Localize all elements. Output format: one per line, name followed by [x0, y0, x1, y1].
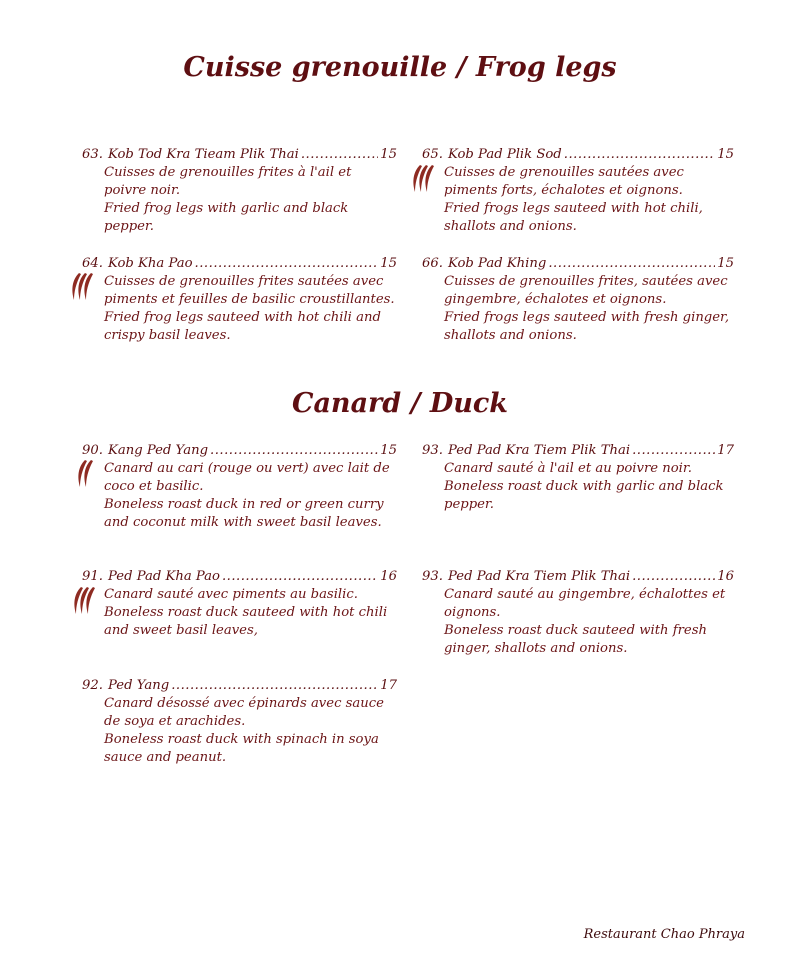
item-number: 66.	[422, 256, 443, 271]
item-name: Ped Pad Kra Tiem Plik Thai	[447, 569, 631, 584]
item-name: Kob Pad Plik Sod	[447, 147, 562, 162]
item-number: 63.	[82, 147, 103, 162]
item-name: Kob Pad Khing	[447, 256, 547, 271]
footer-restaurant-name: Restaurant Chao Phraya	[583, 927, 745, 942]
leader-dots	[548, 255, 715, 273]
leader-dots	[210, 442, 378, 460]
item-description-fr: Cuisses de grenouilles frites, sautées avec gingembre, échalotes et oignons.	[444, 274, 728, 307]
item-price: 15	[380, 256, 397, 271]
menu-item-64	[82, 255, 397, 345]
item-name: Ped Yang	[107, 678, 170, 693]
item-description-en: Boneless roast duck sauteed with hot chili and sweet basil leaves,	[104, 605, 388, 638]
item-number: 65.	[422, 147, 443, 162]
item-description-fr: Canard sauté avec piments au basilic.	[104, 587, 358, 602]
leader-dots	[632, 442, 715, 460]
leader-dots	[564, 146, 715, 164]
item-description-en: Boneless roast duck with spinach in soya sauce and peanut.	[104, 732, 379, 765]
item-description-fr: Cuisses de grenouilles frites sautées avec piments et feuilles de basilic croustillantes.	[104, 274, 395, 307]
item-description-en: Boneless roast duck with garlic and black pepper.	[444, 479, 724, 512]
item-number: 92.	[82, 678, 103, 693]
item-name: Kob Tod Kra Tieam Plik Thai	[107, 147, 299, 162]
item-description-fr: Cuisses de grenouilles frites à l'ail et poivre noir.	[104, 165, 352, 198]
menu-item-92	[82, 677, 397, 767]
menu-item-65	[422, 146, 734, 236]
item-number: 64.	[82, 256, 103, 271]
section-title-frog-legs: Cuisse grenouille / Frog legs	[183, 52, 617, 83]
item-name: Ped Pad Kra Tiem Plik Thai	[447, 443, 631, 458]
item-price: 17	[380, 678, 397, 693]
item-name: Ped Pad Kha Pao	[107, 569, 220, 584]
item-description-en: Fried frogs legs sauteed with fresh ginger, shallots and onions.	[444, 310, 730, 343]
item-description-fr: Cuisses de grenouilles sautées avec piments forts, échalotes et oignons.	[444, 165, 684, 198]
item-description-en: Fried frogs legs sauteed with hot chili, shallots and onions.	[444, 201, 703, 234]
section-title-duck: Canard / Duck	[291, 388, 509, 419]
item-price: 15	[380, 443, 397, 458]
menu-item-93-ginger	[422, 568, 734, 658]
item-description-en: Boneless roast duck in red or green curry and coconut milk with sweet basil leaves.	[104, 497, 384, 530]
item-name: Kob Kha Pao	[107, 256, 193, 271]
item-description-en: Boneless roast duck sauteed with fresh ginger, shallots and onions.	[444, 623, 707, 656]
item-price: 15	[717, 147, 734, 162]
item-description-fr: Canard désossé avec épinards avec sauce de soya et arachides.	[104, 696, 384, 729]
leader-dots	[301, 146, 378, 164]
item-description-fr: Canard au cari (rouge ou vert) avec lait de coco et basilic.	[104, 461, 390, 494]
item-price: 16	[380, 569, 397, 584]
leader-dots	[632, 568, 715, 586]
item-number: 90.	[82, 443, 103, 458]
menu-item-91	[82, 568, 397, 640]
item-description-fr: Canard sauté au gingembre, échalottes et oignons.	[444, 587, 726, 620]
item-description-fr: Canard sauté à l'ail et au poivre noir.	[444, 461, 692, 476]
item-description-en: Fried frog legs sauteed with hot chili and crispy basil leaves.	[104, 310, 381, 343]
item-number: 93.	[422, 569, 443, 584]
menu-item-63	[82, 146, 397, 236]
item-number: 91.	[82, 569, 103, 584]
item-description-en: Fried frog legs with garlic and black pepper.	[104, 201, 349, 234]
item-price: 16	[717, 569, 734, 584]
leader-dots	[222, 568, 378, 586]
leader-dots	[171, 677, 378, 695]
item-price: 15	[717, 256, 734, 271]
item-price: 15	[380, 147, 397, 162]
leader-dots	[195, 255, 379, 273]
menu-item-93	[422, 442, 734, 514]
item-name: Kang Ped Yang	[107, 443, 209, 458]
item-number: 93.	[422, 443, 443, 458]
menu-item-66	[422, 255, 734, 345]
item-price: 17	[717, 443, 734, 458]
menu-item-90	[82, 442, 397, 532]
